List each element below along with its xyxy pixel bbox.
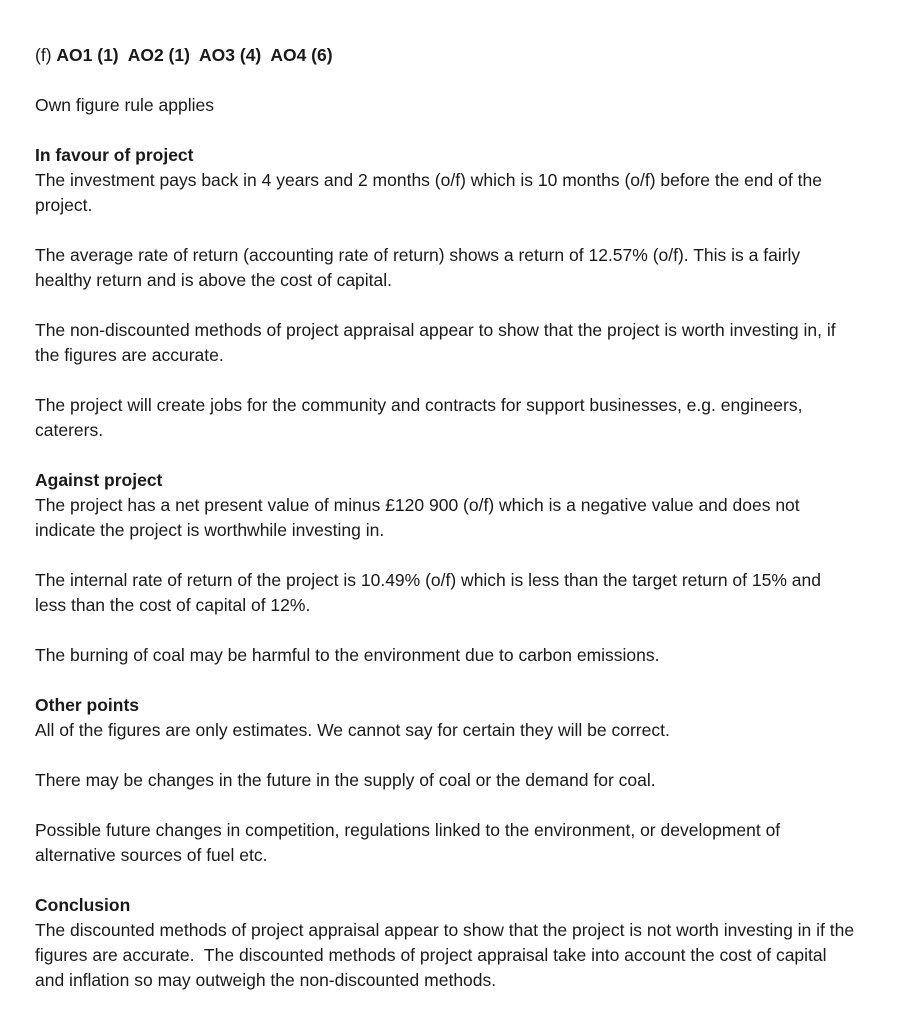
question-header — [35, 43, 855, 68]
section-heading: Other points — [35, 695, 140, 715]
assessment-marks: AO1 (1) AO2 (1) AO3 (4) AO4 (6) — [56, 45, 333, 65]
section-heading: Conclusion — [35, 895, 131, 915]
section-paragraph — [35, 318, 855, 368]
section-paragraph — [35, 393, 855, 443]
paragraph-text: The burning of coal may be harmful to the environment due to carbon emissions. — [35, 645, 660, 665]
paragraph-text: There may be changes in the future in the supply of coal or the demand for coal. — [35, 770, 656, 790]
section-paragraph — [35, 818, 855, 868]
paragraph-text: The project will create jobs for the community and contracts for support businesses, e.g. engineers, caterers. — [35, 395, 808, 440]
intro-text: Own figure rule applies — [35, 95, 214, 115]
paragraph-text: The internal rate of return of the project is 10.49% (o/f) which is less than the target return of 15% and less than the cost of capital of 12%. — [35, 570, 826, 615]
section-paragraph — [35, 568, 855, 618]
paragraph-text: All of the figures are only estimates. We cannot say for certain they will be correct. — [35, 720, 670, 740]
section-paragraph — [35, 468, 855, 543]
section-paragraph — [35, 243, 855, 293]
section-paragraph — [35, 693, 855, 743]
paragraph-text: The discounted methods of project appraisal appear to show that the project is not worth investing in if the figures are accurate. The discounted methods of project appraisal take into account the cost of capital and inflation so may outweigh the non-discounted methods. — [35, 920, 859, 990]
mark-scheme-page — [35, 43, 859, 1018]
section-heading: Against project — [35, 470, 163, 490]
paragraph-text: The project has a net present value of minus £120 900 (o/f) which is a negative value and does not indicate the project is worthwhile investing in. — [35, 495, 805, 540]
paragraph-text: Possible future changes in competition, regulations linked to the environment, or development of alternative sources of fuel etc. — [35, 820, 786, 865]
paragraph-text: The investment pays back in 4 years and 2 months (o/f) which is 10 months (o/f) before the end of the project. — [35, 170, 827, 215]
section-paragraph — [35, 143, 855, 218]
paragraph-text: The non-discounted methods of project appraisal appear to show that the project is worth investing in, if the figures are accurate. — [35, 320, 841, 365]
section-paragraph — [35, 893, 859, 993]
question-part: (f) — [35, 45, 52, 65]
section-heading: In favour of project — [35, 145, 194, 165]
section-paragraph — [35, 768, 855, 793]
paragraph-text: The average rate of return (accounting rate of return) shows a return of 12.57% (o/f). This is a fairly healthy return and is above the cost of capital. — [35, 245, 806, 290]
section-paragraph — [35, 643, 855, 668]
